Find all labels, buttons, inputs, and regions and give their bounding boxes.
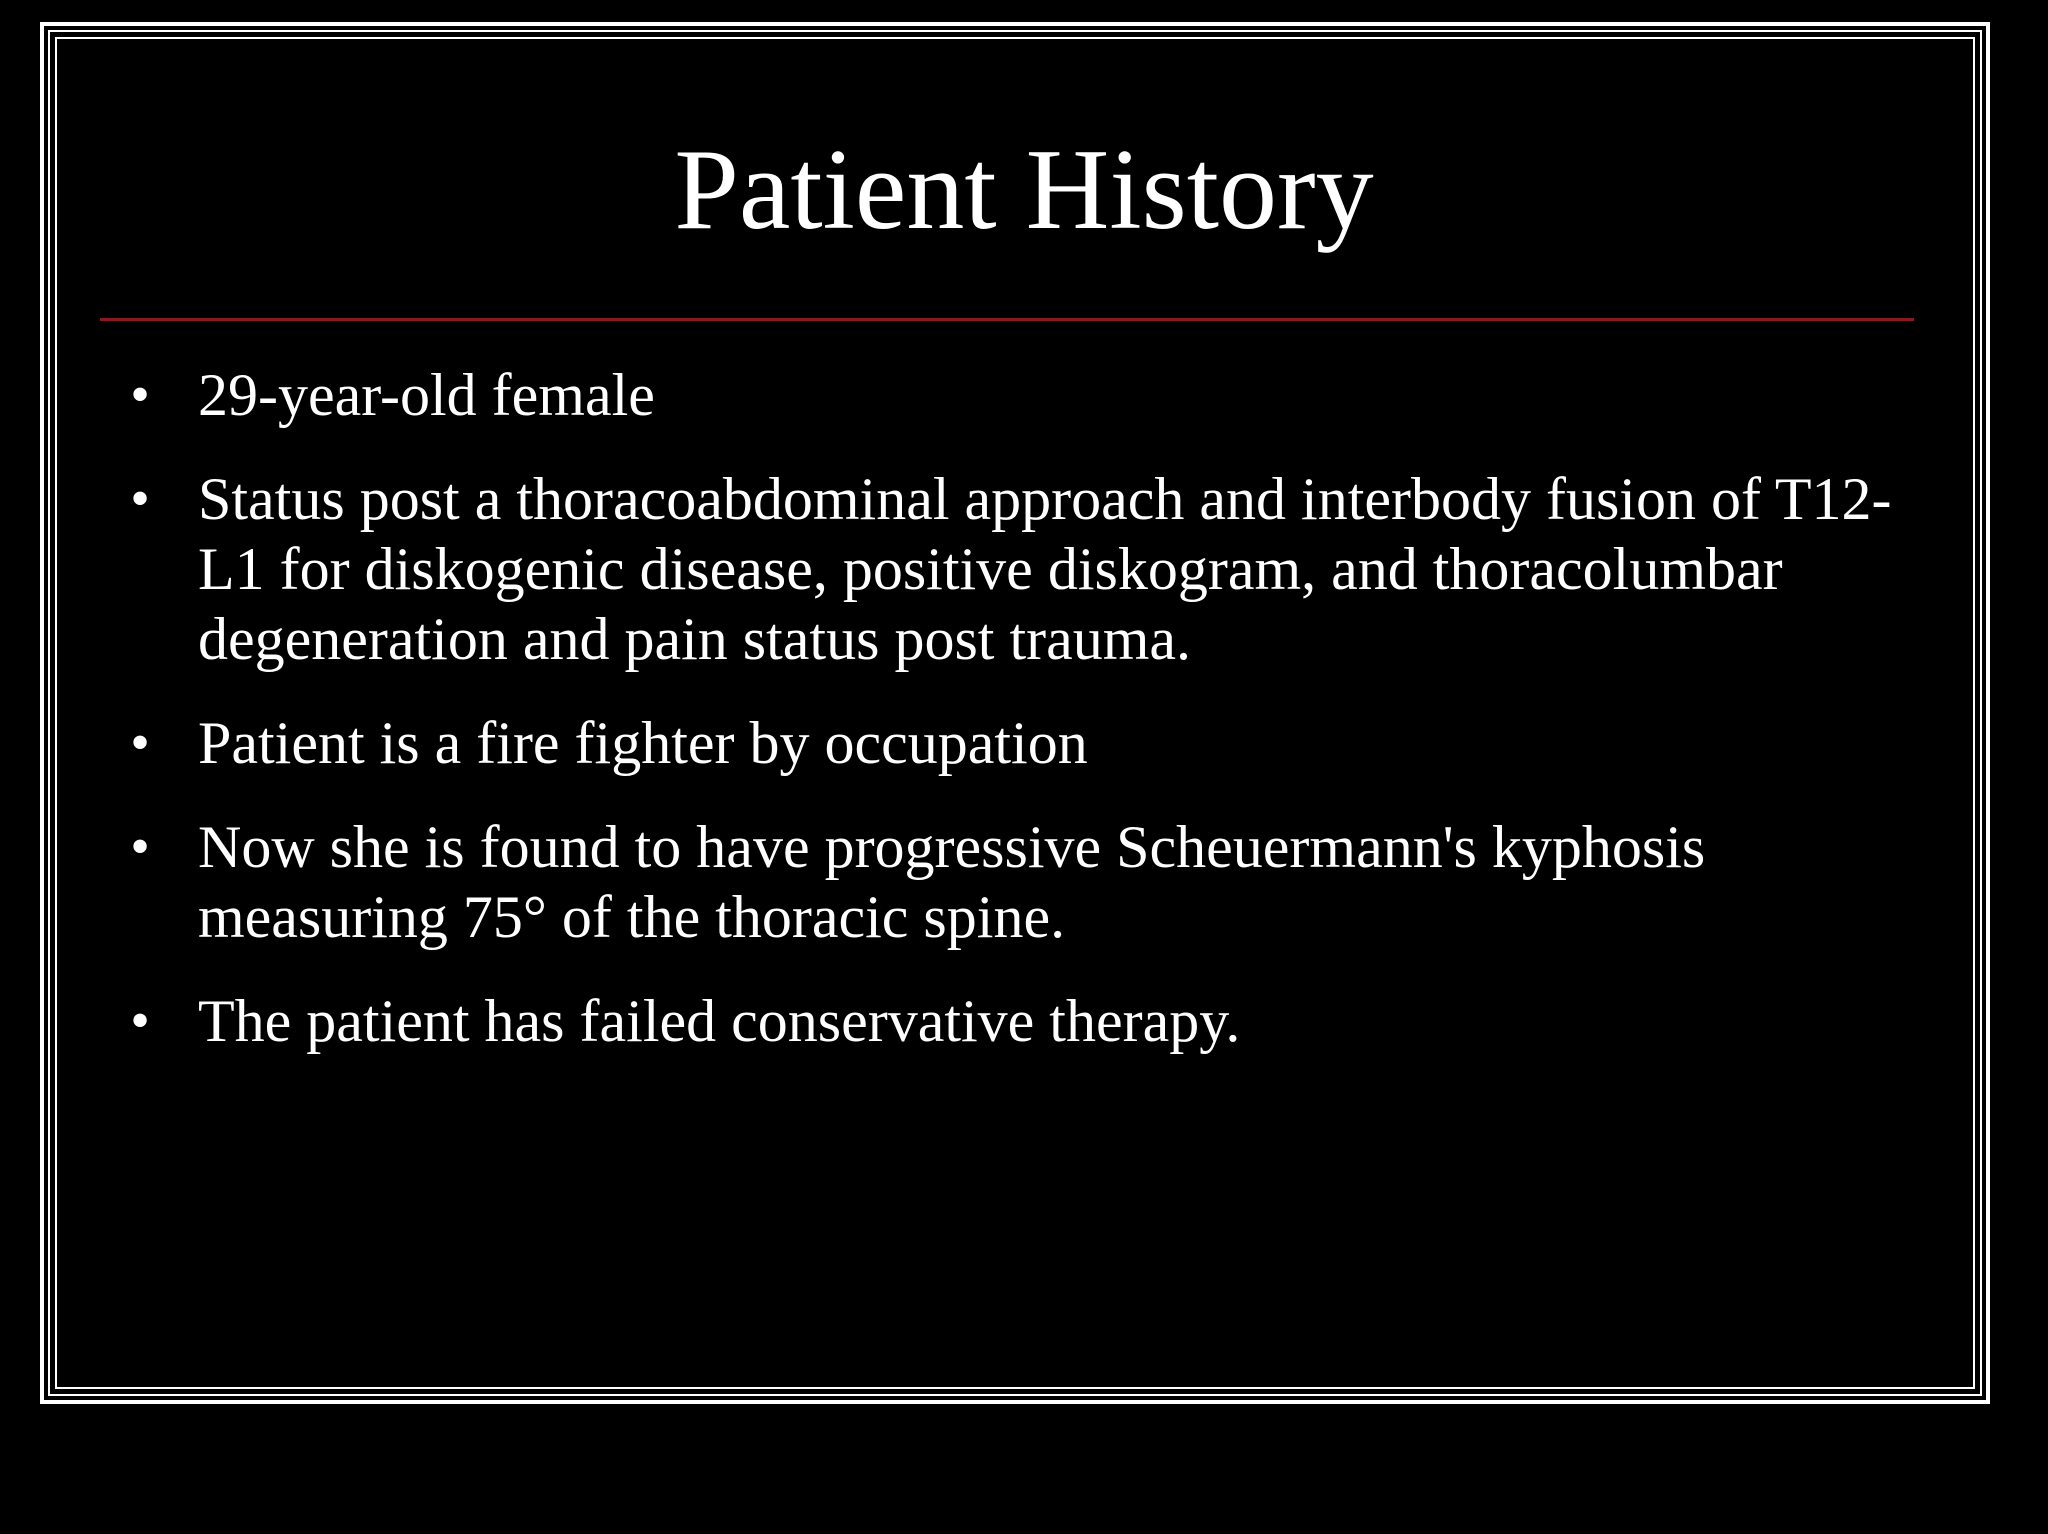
bullet-text: Status post a thoracoabdominal approach and interbody fusion of T12-L1 for diskogenic disease, positive diskogram, and thoracolumbar degeneration and pain status post trauma.	[198, 466, 1892, 672]
bullet-item	[120, 464, 1900, 674]
bullet-text: The patient has failed conservative therapy.	[198, 988, 1241, 1054]
bullet-item	[120, 360, 1900, 430]
bullet-item	[120, 708, 1900, 778]
bullet-icon: •	[130, 468, 150, 530]
bullet-icon: •	[130, 816, 150, 878]
slide-title: Patient History	[674, 126, 1374, 254]
bullet-text: 29-year-old female	[198, 362, 655, 428]
bullet-item	[120, 986, 1900, 1056]
bullet-icon: •	[130, 364, 150, 426]
title-divider	[100, 318, 1914, 321]
bullet-item	[120, 812, 1900, 952]
bullet-icon: •	[130, 990, 150, 1052]
bullet-text: Patient is a fire fighter by occupation	[198, 710, 1088, 776]
bullet-icon: •	[130, 712, 150, 774]
bullet-list	[120, 360, 1900, 1090]
bullet-text: Now she is found to have progressive Scheuermann's kyphosis measuring 75° of the thoracic spine.	[198, 814, 1706, 950]
